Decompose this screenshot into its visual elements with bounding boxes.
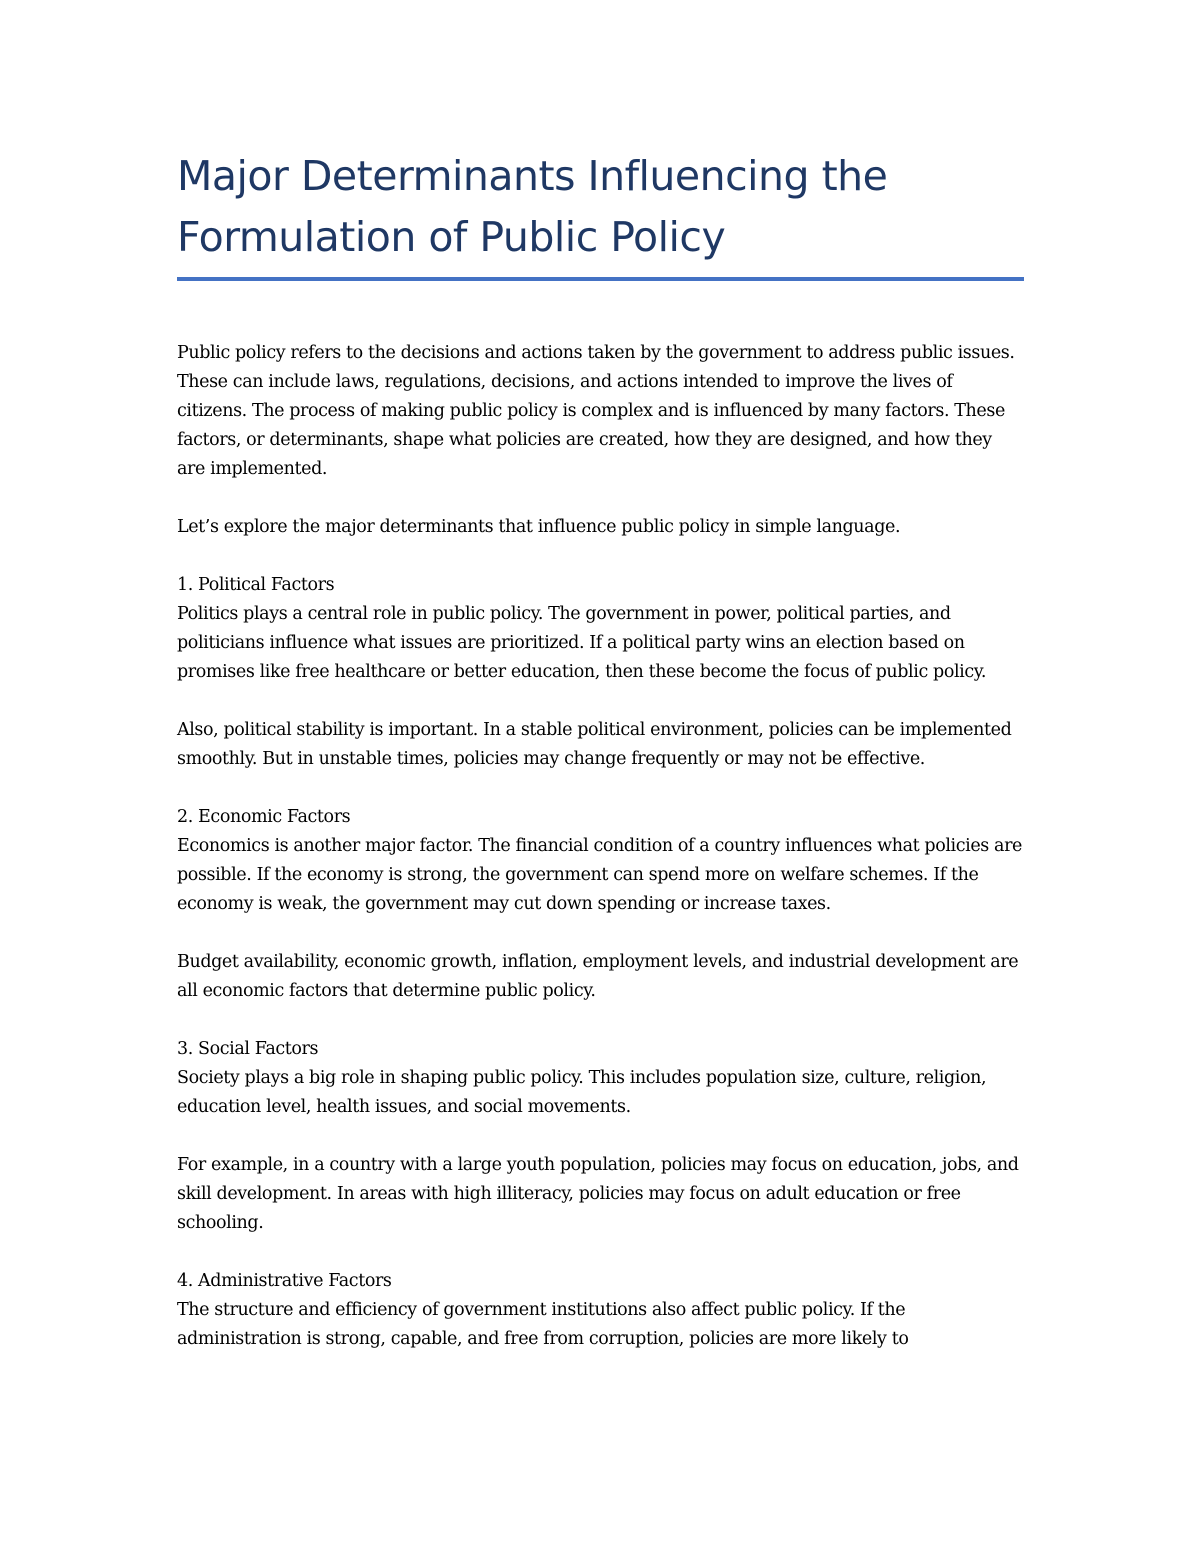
- section-heading-economic: 2. Economic Factors: [177, 807, 351, 827]
- section-heading-political: 1. Political Factors: [177, 575, 335, 595]
- section-paragraph: Society plays a big role in shaping public policy. This includes population size, culture, religion, education level, health issues, and social movements.: [177, 1068, 987, 1117]
- section-paragraph: The structure and efficiency of government institutions also affect public policy. If the administration is strong, capable, and free from corruption, policies are more likely to: [177, 1300, 909, 1349]
- section-paragraph: Budget availability, economic growth, inflation, employment levels, and industrial development are all economic factors that determine public policy.: [177, 952, 1019, 1001]
- section-paragraph: For example, in a country with a large youth population, policies may focus on education, jobs, and skill development. In areas with high illiteracy, policies may focus on adult education or free schooling.: [177, 1155, 1019, 1233]
- lead-paragraph: Let’s explore the major determinants that influence public policy in simple language.: [177, 517, 901, 537]
- document-content: [177, 146, 1024, 1354]
- section-heading-social: 3. Social Factors: [177, 1039, 319, 1059]
- title-underline: [177, 277, 1024, 281]
- section-paragraph: Also, political stability is important. In a stable political environment, policies can be implemented smoothly. But in unstable times, policies may change frequently or may not be effective.: [177, 720, 1012, 769]
- document-title: Major Determinants Influencing the Formulation of Public Policy: [177, 152, 888, 261]
- section-heading-administrative: 4. Administrative Factors: [177, 1271, 392, 1291]
- section-paragraph: Economics is another major factor. The financial condition of a country influences what policies are possible. If the economy is strong, the government can spend more on welfare schemes. If the economy is weak, the government may cut down spending or increase taxes.: [177, 836, 1022, 914]
- section-paragraph: Politics plays a central role in public policy. The government in power, political parties, and politicians influence what issues are prioritized. If a political party wins an election based on promises like free healthcare or better education, then these become the focus of public policy.: [177, 604, 987, 682]
- intro-paragraph: Public policy refers to the decisions and actions taken by the government to address public issues. These can include laws, regulations, decisions, and actions intended to improve the lives of citizens. The process of making public policy is complex and is influenced by many factors. These factors, or determinants, shape what policies are created, how they are designed, and how they are implemented.: [177, 343, 1015, 479]
- document-body: [177, 339, 1024, 1354]
